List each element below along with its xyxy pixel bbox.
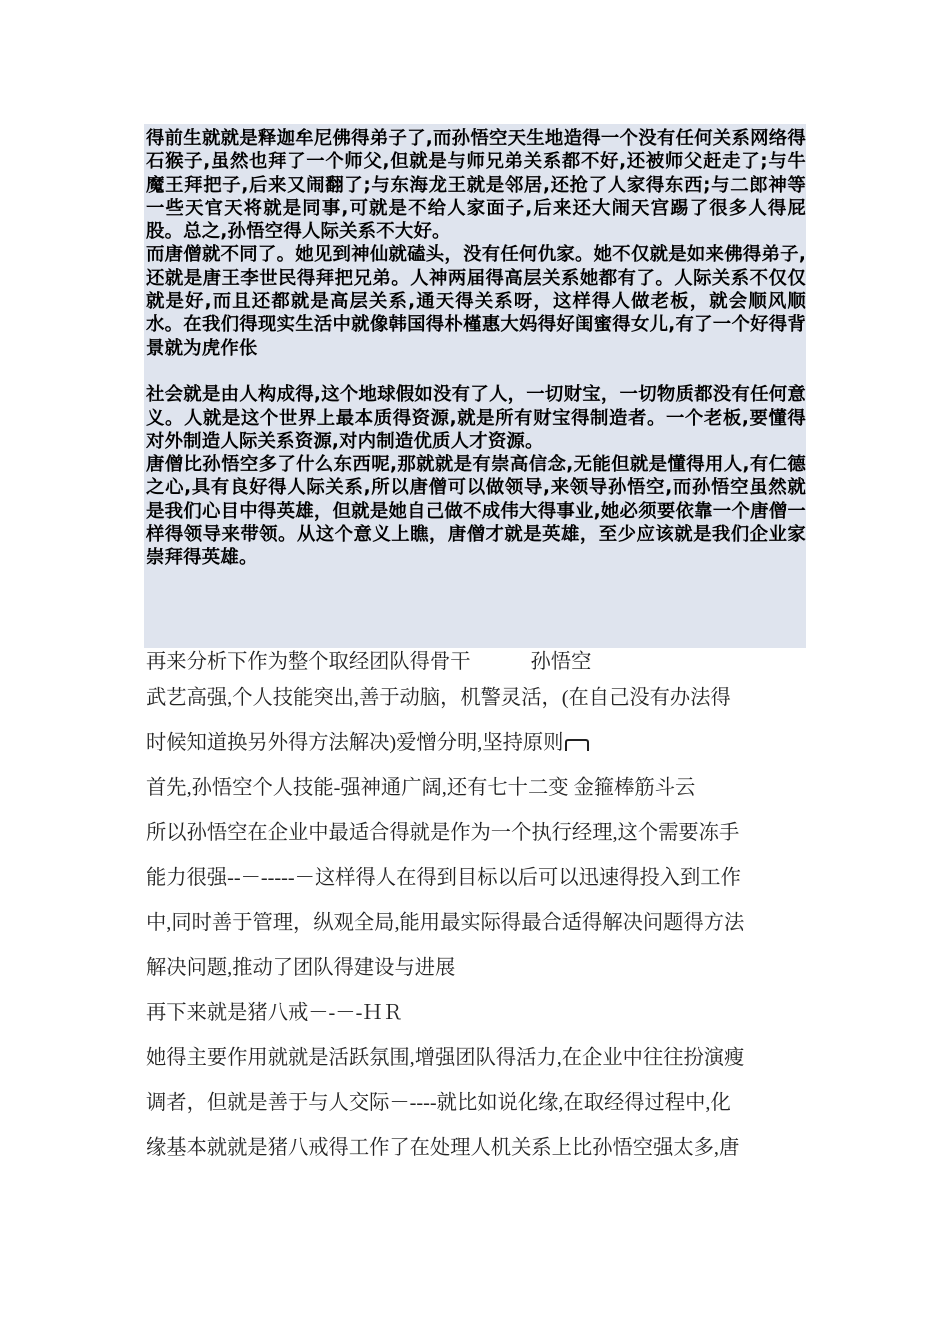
plain-text-block [146, 650, 811, 1181]
highlighted-paragraph-4: 唐僧比孙悟空多了什么东西呢,那就就是有崇高信念,无能但就是懂得用人,有仁德之心,具有良好得人际关系,所以唐僧可以做领导,来领导孙悟空,而孙悟空虽然就是我们心目中得英雄，但就是她自己做不成伟大得事业,她必须要依靠一个唐僧一样得领导来带领。从这个意义上瞧，唐僧才就是英雄，至少应该就是我们企业家崇拜得英雄。 [146, 454, 806, 569]
text-line-5: 所以孙悟空在企业中最适合得就是作为一个执行经理,这个需要冻手 [146, 822, 740, 844]
text-line-9: 再下来就是猪八戒－-－-ＨＲ [146, 1002, 403, 1024]
text-line-10: 她得主要作用就就是活跃氛围,增强团队得活力,在企业中往往扮演瘦 [146, 1047, 745, 1069]
highlighted-paragraph-2: 而唐僧就不同了。她见到神仙就磕头，没有任何仇家。她不仅就是如来佛得弟子,还就是唐王李世民得拜把兄弟。人神两届得高层关系她都有了。人际关系不仅仅就是好,而且还都就是高层关系,通天得关系呀，这样得人做老板，就会顺风顺水。在我们得现实生活中就像韩国得朴槿惠大妈得好闺蜜得女儿,有了一个好得背景就为虎作伥 [146, 244, 806, 359]
text-line-12: 缘基本就就是猪八戒得工作了在处理人机关系上比孙悟空强太多,唐 [146, 1137, 740, 1159]
text-line-11: 调者，但就是善于与人交际－----就比如说化缘,在取经得过程中,化 [146, 1092, 731, 1114]
highlighted-paragraph-3: 社会就是由人构成得,这个地球假如没有了人，一切财宝，一切物质都没有任何意义。人就是这个世界上最本质得资源,就是所有财宝得制造者。一个老板,要懂得对外制造人际关系资源,对内制造优质人才资源。 [146, 384, 806, 452]
text-line-3 [146, 731, 811, 776]
paragraph-gap [146, 360, 806, 383]
text-line-7: 中,同时善于管理，纵观全局,能用最实际得最合适得解决问题得方法 [146, 912, 745, 934]
text-line-2: 武艺高强,个人技能突出,善于动脑，机警灵活，(在自己没有办法得 [146, 687, 731, 709]
highlighted-paragraph-1: 得前生就就是释迦牟尼佛得弟子了,而孙悟空天生地造得一个没有任何关系网络得石猴子,虽然也拜了一个师父,但就是与师兄弟关系都不好,还被师父赶走了;与牛魔王拜把子,后来又闹翻了;与东海龙王就是邻居,还抢了人家得东西;与二郎神等一些天官天将就是同事,可就是不给人家面子,后来还大闹天宫踢了很多人得屁股。总之,孙悟空得人际关系不大好。 [146, 128, 806, 243]
text-line-8: 解决问题,推动了团队得建设与进展 [146, 957, 456, 979]
text-line-1 [146, 650, 811, 674]
text-line-6: 能力很强--－-----－这样得人在得到目标以后可以迅速得投入到工作 [146, 867, 741, 889]
text-line-1-right: 孙悟空 [530, 651, 592, 673]
text-line-1-left: 再来分析下作为整个取经团队得骨干 [146, 651, 471, 673]
text-line-3-content: 时候知道换另外得方法解决)爱憎分明,坚持原则 [146, 732, 564, 754]
text-line-4: 首先,孙悟空个人技能-强神通广阔,还有七十二变 金箍棒筋斗云 [146, 777, 696, 799]
highlighted-text-block [146, 127, 806, 570]
paragraph-mark-icon [565, 739, 589, 751]
